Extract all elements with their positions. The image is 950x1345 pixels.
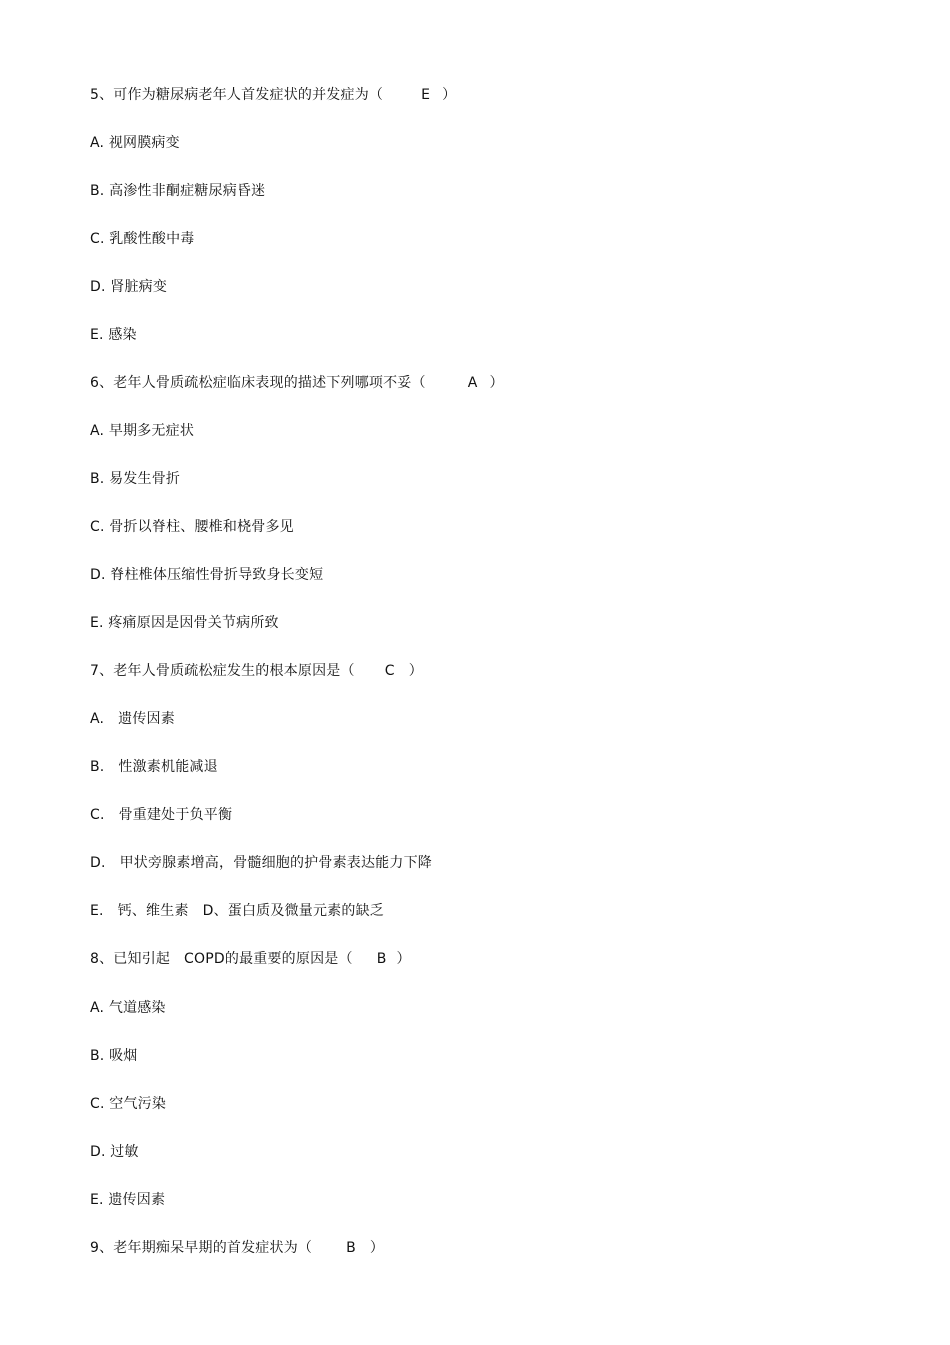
option-a: A. 早期多无症状 [90, 423, 195, 439]
question-stem-text: 6、老年人骨质疏松症临床表现的描述下列哪项不妥（ [90, 375, 426, 391]
answer-letter: B [376, 951, 387, 967]
answer-letter: B [346, 1240, 356, 1256]
option-d: D. 甲状旁腺素增高，骨髓细胞的护骨素表达能力下降 [90, 855, 432, 871]
option-b: B. 吸烟 [90, 1048, 138, 1064]
question-stem-text: 8、已知引起 COPD的最重要的原因是（ [90, 951, 353, 967]
question-stem-text: 7、老年人骨质疏松症发生的根本原因是（ [90, 663, 355, 679]
question-8-stem [90, 949, 411, 969]
question-6-stem [90, 373, 504, 393]
option-a: A. 遗传因素 [90, 711, 175, 727]
option-b: B. 高渗性非酮症糖尿病昏迷 [90, 183, 266, 199]
answer-letter: E [421, 87, 431, 103]
option-c: C. 空气污染 [90, 1096, 167, 1112]
option-b: B. 性激素机能减退 [90, 759, 218, 775]
question-stem-text: 5、可作为糖尿病老年人首发症状的并发症为（ [90, 87, 384, 103]
option-e: E. 钙、维生素 D、蛋白质及微量元素的缺乏 [90, 903, 384, 919]
question-stem-text: 9、老年期痴呆早期的首发症状为（ [90, 1240, 313, 1256]
option-d: D. 肾脏病变 [90, 279, 168, 295]
option-e: E. 遗传因素 [90, 1192, 166, 1208]
option-e: E. 疼痛原因是因骨关节病所致 [90, 615, 279, 631]
closing-paren: ） [442, 87, 457, 103]
option-b: B. 易发生骨折 [90, 471, 181, 487]
option-e: E. 感染 [90, 327, 137, 343]
option-c: C. 乳酸性酸中毒 [90, 231, 195, 247]
option-a: A. 视网膜病变 [90, 135, 180, 151]
option-a: A. 气道感染 [90, 1000, 166, 1016]
option-c: C. 骨折以脊柱、腰椎和桡骨多见 [90, 519, 294, 535]
closing-paren: ） [369, 1240, 385, 1256]
question-5-stem [90, 85, 456, 105]
question-9-stem [90, 1238, 384, 1258]
option-d: D. 过敏 [90, 1144, 139, 1160]
closing-paren: ） [489, 375, 504, 391]
option-d: D. 脊柱椎体压缩性骨折导致身长变短 [90, 567, 324, 583]
closing-paren: ） [408, 663, 423, 679]
answer-letter: A [467, 375, 478, 391]
option-c: C. 骨重建处于负平衡 [90, 807, 233, 823]
closing-paren: ） [396, 951, 411, 967]
question-7-stem [90, 661, 423, 681]
answer-letter: C [384, 663, 395, 679]
